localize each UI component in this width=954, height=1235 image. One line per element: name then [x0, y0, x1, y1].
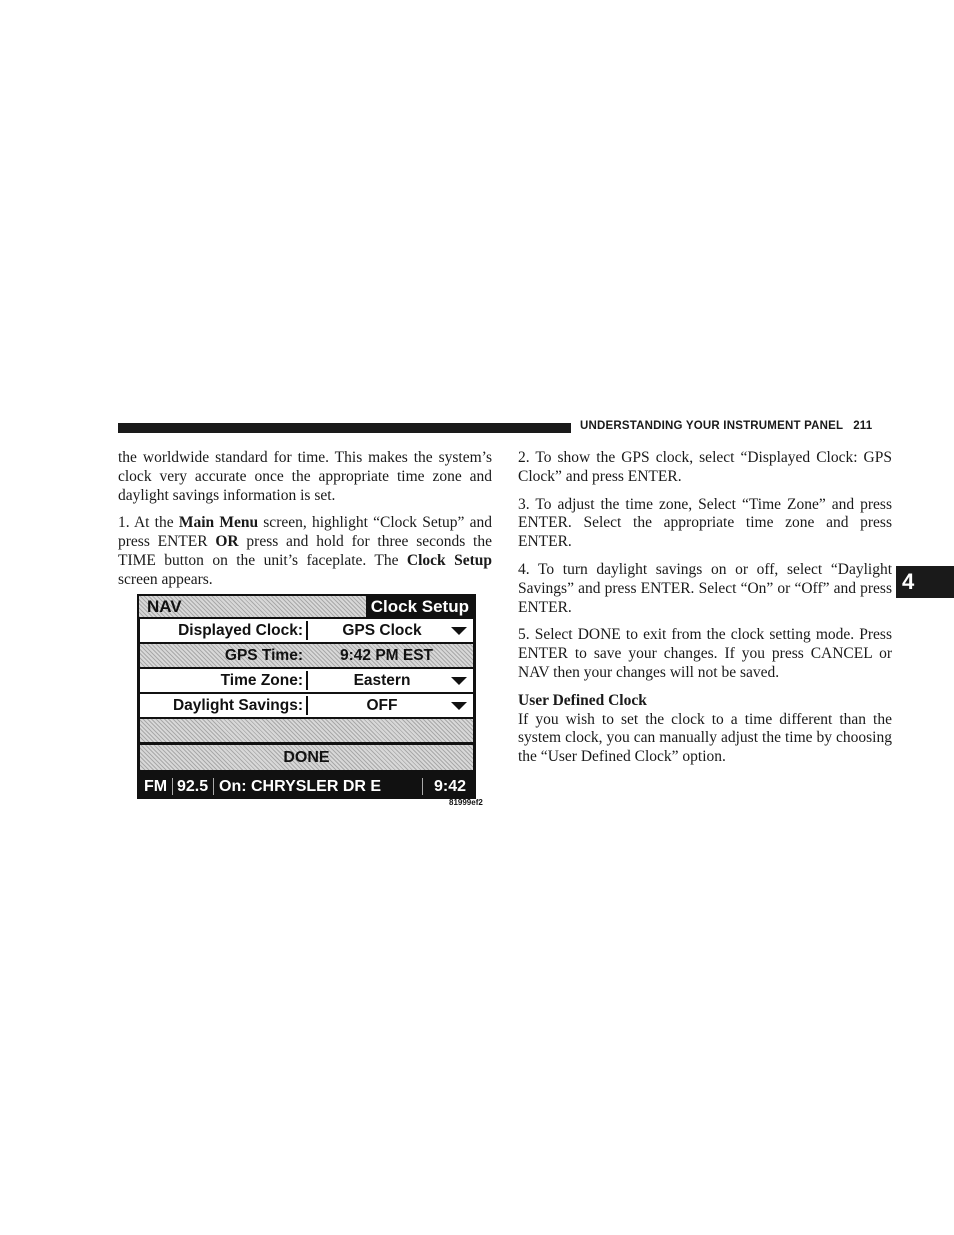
row-divider	[306, 671, 308, 690]
step-4-paragraph: 4. To turn daylight savings on or off, select “Daylight Savings” and press ENTER. Select “On” or “Off” and press ENTER.	[518, 560, 892, 616]
time-zone-value: Eastern	[353, 672, 411, 689]
band-label: FM	[144, 778, 168, 795]
step-1-suffix: screen appears.	[118, 570, 213, 588]
step-3-paragraph: 3. To adjust the time zone, Select “Time Zone” and press ENTER. Select the appropriate time zone and press ENTER.	[518, 495, 892, 551]
status-divider	[172, 778, 173, 795]
status-bar	[140, 776, 473, 797]
daylight-savings-label: Daylight Savings:	[172, 697, 303, 714]
step-1-text-b: press and hold for three seconds the TIME button on the unit’s faceplate. The	[118, 533, 492, 569]
status-time: 9:42	[434, 778, 467, 795]
screen-title: Clock Setup	[366, 596, 474, 617]
status-divider	[213, 778, 214, 795]
left-column	[118, 449, 492, 599]
gps-time-value: 9:42 PM EST	[340, 647, 434, 664]
step-1-paragraph	[118, 514, 492, 589]
blank-row	[140, 719, 473, 742]
user-defined-clock-paragraph: If you wish to set the clock to a time different than the system clock, you can manually adjust the time by choosing the “User Defined Clock” option.	[518, 710, 892, 766]
displayed-clock-row	[140, 619, 473, 642]
intro-paragraph: the worldwide standard for time. This makes the system’s clock very accurate once the appropriate time zone and daylight savings information is set.	[118, 449, 492, 504]
step-2-paragraph: 2. To show the GPS clock, select “Displayed Clock: GPS Clock” and press ENTER.	[518, 449, 892, 485]
gps-time-row	[140, 644, 473, 667]
page-number: 211	[853, 420, 873, 432]
dropdown-arrow-icon	[451, 702, 467, 710]
displayed-clock-value: GPS Clock	[342, 622, 422, 639]
frequency-label: 92.5	[177, 778, 209, 795]
clock-setup-term: Clock Setup	[406, 551, 492, 569]
time-zone-row	[140, 669, 473, 692]
or-term: OR	[215, 533, 239, 551]
status-divider	[422, 778, 423, 795]
clock-setup-screen-figure	[137, 594, 476, 799]
section-title: UNDERSTANDING YOUR INSTRUMENT PANEL	[580, 420, 844, 432]
location-label: On: CHRYSLER DR E	[219, 778, 382, 795]
daylight-savings-row	[140, 694, 473, 717]
time-zone-label: Time Zone:	[220, 672, 303, 689]
figure-id: 81999ef2	[449, 798, 483, 807]
step-1-prefix: 1. At the	[118, 514, 179, 532]
gps-time-label: GPS Time:	[224, 647, 303, 664]
user-defined-clock-heading: User Defined Clock	[518, 691, 647, 709]
daylight-savings-value: OFF	[366, 697, 398, 714]
nav-label: NAV	[147, 597, 182, 616]
right-column	[518, 449, 892, 776]
row-divider	[306, 696, 308, 715]
done-label: DONE	[283, 749, 330, 766]
dropdown-arrow-icon	[451, 677, 467, 685]
dropdown-arrow-icon	[451, 627, 467, 635]
step-5-paragraph: 5. Select DONE to exit from the clock setting mode. Press ENTER to save your changes. If you press CANCEL or NAV then your changes will not be saved.	[518, 626, 892, 681]
done-row	[140, 745, 473, 770]
screen-title-bar	[139, 596, 474, 617]
step-1-text-a: screen, highlight “Clock Setup” and press ENTER	[118, 514, 492, 551]
row-divider	[306, 621, 308, 640]
chapter-tab: 4	[896, 566, 954, 598]
main-menu-term: Main Menu	[178, 514, 259, 532]
displayed-clock-label: Displayed Clock:	[178, 622, 303, 639]
header-rule	[118, 423, 571, 433]
running-header	[580, 420, 872, 432]
